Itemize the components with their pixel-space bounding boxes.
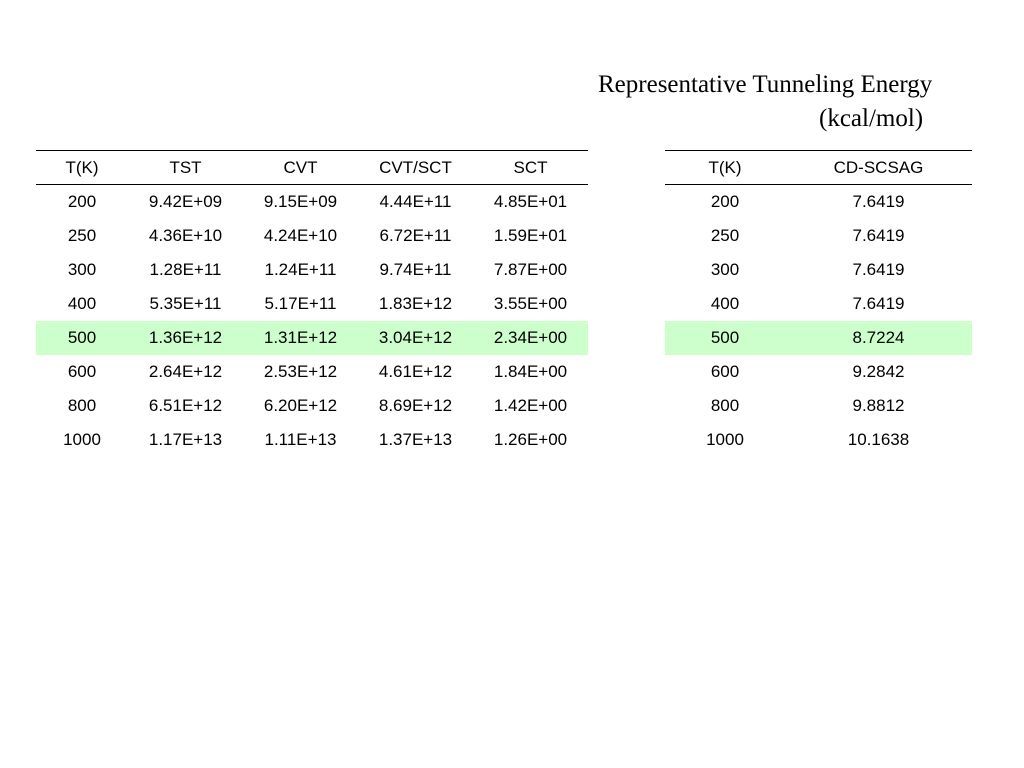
table-cell: 7.6419 [852, 293, 905, 313]
table-cell: 1.17E+13 [148, 429, 223, 449]
table-row-highlighted [665, 321, 972, 355]
table-cell: 3.04E+12 [358, 321, 473, 355]
table-row [665, 355, 972, 389]
table-cell: 7.87E+00 [493, 259, 568, 279]
table-row [665, 253, 972, 287]
table-cell: 1.36E+12 [128, 321, 243, 355]
table-cell: 4.24E+10 [263, 225, 338, 245]
rate-constants-table [36, 150, 588, 457]
table-row [36, 287, 588, 321]
table-cell: 1.83E+12 [378, 293, 453, 313]
table-header-row [36, 151, 588, 185]
table-cell: 200 [710, 191, 740, 211]
table-row-highlighted [36, 321, 588, 355]
table-cell: 1.59E+01 [493, 225, 568, 245]
table-cell: 9.74E+11 [379, 259, 452, 279]
table-cell: 1000 [706, 429, 744, 449]
table-row [665, 423, 972, 457]
table-cell: 9.15E+09 [263, 191, 338, 211]
column-header-temperature: T(K) [65, 157, 99, 177]
table-cell: 2.34E+00 [473, 321, 588, 355]
column-header-cvt-sct: CVT/SCT [379, 157, 452, 177]
table-cell: 600 [67, 361, 97, 381]
table-cell: 300 [710, 259, 740, 279]
table-cell: 10.1638 [847, 429, 910, 449]
column-header-tst: TST [169, 157, 202, 177]
table-cell: 7.6419 [852, 191, 905, 211]
column-header-sct: SCT [513, 157, 548, 177]
table-cell: 250 [67, 225, 97, 245]
table-cell: 500 [36, 321, 128, 355]
table-cell: 500 [665, 321, 785, 355]
table-cell: 800 [67, 395, 97, 415]
table-cell: 1.11E+13 [264, 429, 337, 449]
table-cell: 400 [710, 293, 740, 313]
table-cell: 3.55E+00 [493, 293, 568, 313]
tunneling-energy-table [665, 150, 972, 457]
heading-title: Representative Tunneling Energy [598, 71, 933, 98]
table-cell: 2.64E+12 [148, 361, 223, 381]
table-cell: 1.37E+13 [378, 429, 453, 449]
table-cell: 1.42E+00 [493, 395, 568, 415]
table-row [665, 219, 972, 253]
table-cell: 4.85E+01 [493, 191, 568, 211]
column-header-cd-scsag: CD-SCSAG [833, 157, 924, 177]
table-cell: 1.84E+00 [493, 361, 568, 381]
tunneling-energy-heading [598, 68, 978, 136]
table-row [665, 389, 972, 423]
table-cell: 4.36E+10 [148, 225, 223, 245]
table-row [665, 287, 972, 321]
table-row [665, 185, 972, 219]
table-cell: 2.53E+12 [263, 361, 338, 381]
table-cell: 5.35E+11 [149, 293, 222, 313]
table-cell: 1.24E+11 [264, 259, 337, 279]
table-cell: 6.20E+12 [263, 395, 338, 415]
table-row [36, 355, 588, 389]
table-cell: 9.8812 [852, 395, 905, 415]
table-cell: 8.7224 [785, 321, 972, 355]
column-header-temperature: T(K) [708, 157, 742, 177]
table-cell: 1.26E+00 [493, 429, 568, 449]
table-cell: 4.61E+12 [378, 361, 453, 381]
table-cell: 9.42E+09 [148, 191, 223, 211]
table-cell: 5.17E+11 [264, 293, 337, 313]
table-cell: 6.72E+11 [379, 225, 452, 245]
table-cell: 1.31E+12 [243, 321, 358, 355]
table-cell: 800 [710, 395, 740, 415]
table-header-row [665, 151, 972, 185]
table-cell: 1.28E+11 [149, 259, 222, 279]
table-cell: 4.44E+11 [379, 191, 452, 211]
table-cell: 200 [67, 191, 97, 211]
table-cell: 7.6419 [852, 225, 905, 245]
table-row [36, 423, 588, 457]
table-cell: 6.51E+12 [148, 395, 223, 415]
table-row [36, 389, 588, 423]
heading-units: (kcal/mol) [819, 105, 924, 132]
table-cell: 600 [710, 361, 740, 381]
table-cell: 300 [67, 259, 97, 279]
table-cell: 250 [710, 225, 740, 245]
table-row [36, 185, 588, 219]
table-row [36, 253, 588, 287]
column-header-cvt: CVT [283, 157, 318, 177]
table-cell: 8.69E+12 [378, 395, 453, 415]
table-cell: 7.6419 [852, 259, 905, 279]
table-cell: 400 [67, 293, 97, 313]
table-cell: 1000 [63, 429, 101, 449]
table-cell: 9.2842 [852, 361, 905, 381]
table-row [36, 219, 588, 253]
